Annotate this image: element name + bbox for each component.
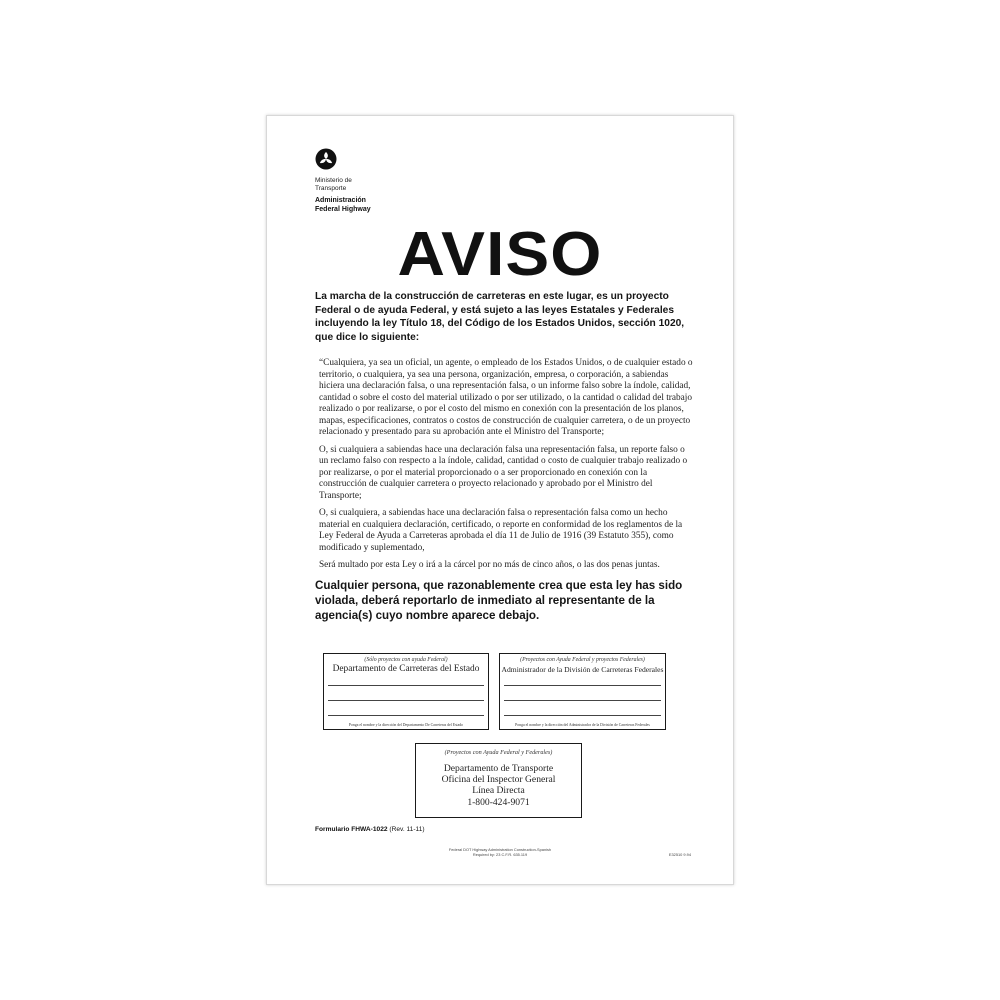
fill-line: [504, 685, 661, 686]
box-footer: Ponga el nombre y la dirección del Administrador de la División de Carreteras Federales: [515, 723, 650, 727]
state-highway-dept-box: [323, 653, 489, 730]
quote-paragraph: O, si cualquiera, a sabiendas hace una declaración falsa o representación falsa como un hecho material en cualquiera declaración, certificado, o reporte en conformidad de los reglamentos de la Ley Federal de Ayuda a Carreteras aprobada el día 11 de Julio de 1916 (39 Estatuto 355), como modificado y suplementado,: [319, 508, 683, 553]
box-note: (Proyectos con Ayuda Federal y proyectos Federales): [520, 657, 645, 663]
fill-line: [328, 715, 484, 716]
hotline-phone: 1-800-424-9071: [467, 796, 530, 808]
form-number: Formulario FHWA-1022 (Rev. 11-11): [315, 826, 425, 833]
fill-line: [328, 685, 484, 686]
box-heading: Administrador de la División de Carreteras Federales: [501, 665, 664, 674]
notice-page: [266, 115, 734, 885]
department-name: Ministerio de Transporte: [315, 177, 352, 192]
footer-code: E32510 9.94: [668, 852, 691, 857]
footer-citation: Federal DOT Highway Administration Construction-Spanish Required by: 23 C.F.R. 635.119: [448, 847, 552, 857]
law-quote: [319, 358, 694, 578]
quote-paragraph: O, si cualquiera a sabiendas hace una declaración falsa una representación falsa, un reporte falso o un reclamo falso con respecto a la índole, calidad, cantidad o costo de cualquier trabajo realizado o por realizarse, o por el material proporcionado o a ser proporcionado en conexión con la construcción de cualquier carretera o proyecto relacionado y aprobado por el Ministro del Transporte;: [319, 444, 688, 501]
fill-line: [504, 715, 661, 716]
intro-paragraph: La marcha de la construcción de carreteras en este lugar, es un proyecto Federal o de ayuda Federal, y está sujeto a las leyes Estatales y Federales incluyendo la ley Título 18, del Código de los Estados Unidos, sección 1020, que dice lo siguiente:: [315, 291, 685, 343]
report-warning: Cualquier persona, que razonablemente crea que esta ley has sido violada, deberá reportarlo de inmediato al representante de la agencia(s) cuyo nombre aparece debajo.: [315, 579, 683, 622]
box-note: (Sólo proyectos con ayuda Federal): [364, 657, 448, 663]
federal-division-box: [499, 653, 666, 730]
quote-paragraph: “Cualquiera, ya sea un oficial, un agente, o empleado de los Estados Unidos, o de cualquier estado o territorio, o cualquiera, ya sea una persona, organización, empresa, o corporación, a sabiendas hiciera una declaración falsa, o una representación falsa, o un informe falso sobre la índole, calidad, cantidad o sobre el costo del material utilizado o por ser utilizado, o la cantidad o calidad del trabajo realizado o por realizarse, o por el costo del mismo en conexión con la presentación de los planos, mapas, especificaciones, contratos o costos de construcción de cualquier carretera, o de un proyecto relacionado y presentado para su aprobación ante el Ministro del Transporte;: [319, 358, 693, 437]
administration-name: Administración Federal Highway: [315, 197, 371, 213]
box-note: (Proyectos con Ayuda Federal y Federales): [444, 749, 553, 756]
page-title: AVISO: [397, 220, 603, 289]
fill-line: [504, 700, 661, 701]
box-heading: Departamento de Carreteras del Estado: [332, 664, 480, 674]
inspector-contact: Departamento de Transporte Oficina del Inspector General Línea Directa 1-800-424-9071: [416, 763, 581, 808]
inspector-general-box: [415, 743, 582, 818]
fill-line: [328, 700, 484, 701]
quote-paragraph: Será multado por esta Ley o irá a la cárcel por no más de cinco años, o las dos penas juntas.: [319, 560, 660, 570]
box-footer: Ponga el nombre y la dirección del Departamento De Carreteras del Estado: [348, 723, 464, 727]
dot-logo-icon: [315, 148, 337, 170]
